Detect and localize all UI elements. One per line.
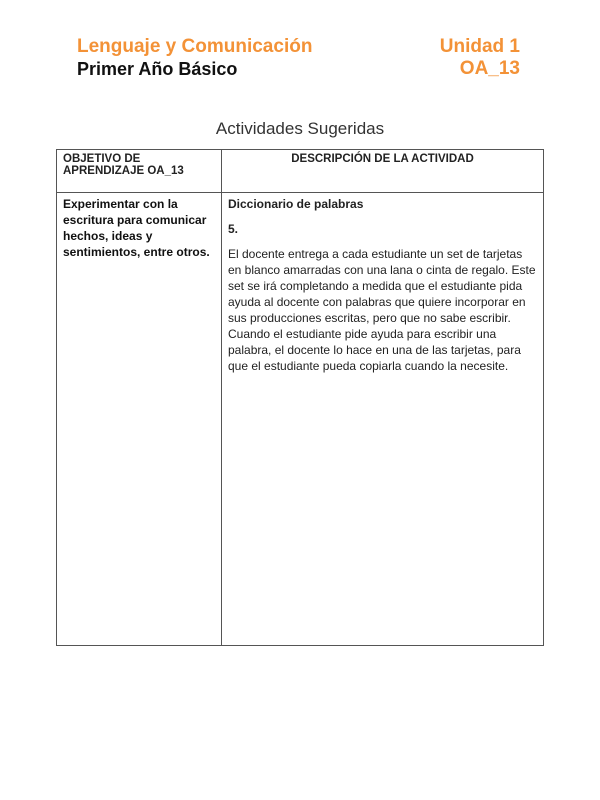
activity-description: El docente entrega a cada estudiante un set de tarjetas en blanco amarradas con una lana o cinta de regalo. Este set se irá completando a medida que el estudiante pida ayuda al docente con palabras que quiere incorporar en sus producciones escritas, pero que no sabe escribir. Cuando el estudiante pide ayuda para escribir una palabra, el docente lo hace en una de las tarjetas, para que el estudiante pueda copiarla cuando la necesite. (228, 247, 536, 373)
activity-number: 5. (228, 222, 239, 236)
description-cell (222, 193, 544, 646)
activities-table (56, 149, 544, 646)
objective-code: OA_13 (459, 58, 520, 79)
table-header-row (57, 150, 544, 193)
header-left (77, 36, 312, 80)
unit-label: Unidad 1 (439, 36, 520, 57)
section-title: Actividades Sugeridas (215, 119, 385, 138)
activity-name: Diccionario de palabras (228, 197, 364, 211)
grade-title: Primer Año Básico (77, 59, 238, 79)
subject-title: Lenguaje y Comunicación (77, 36, 313, 57)
column-header-objective: OBJETIVO DE APRENDIZAJE OA_13 (57, 150, 222, 193)
header-right (440, 36, 520, 80)
column-header-description: DESCRIPCIÓN DE LA ACTIVIDAD (222, 150, 544, 193)
objective-cell: Experimentar con la escritura para comunicar hechos, ideas y sentimientos, entre otros. (57, 193, 222, 646)
table-row (57, 193, 544, 646)
